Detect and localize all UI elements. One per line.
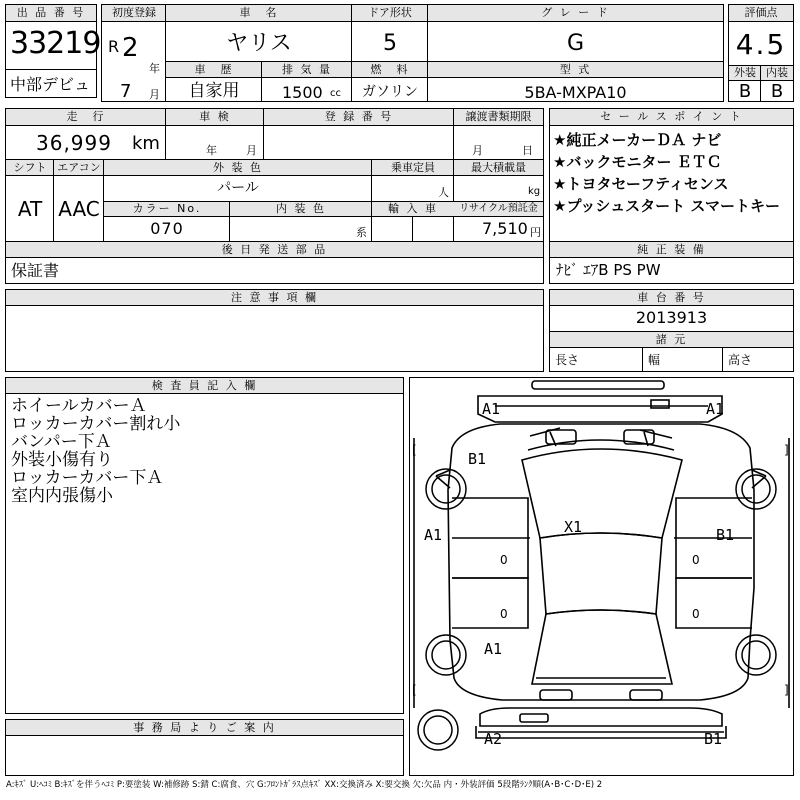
zero-marker-2: 0 <box>500 607 508 621</box>
inspector-header: 検 査 員 記 入 欄 <box>6 378 403 394</box>
inspection-header: 車 検 <box>166 109 264 126</box>
chassis-header: 車 台 番 号 <box>550 290 793 306</box>
registration-header: 登 録 番 号 <box>264 109 454 126</box>
doors: 5 <box>383 31 397 56</box>
model-code: 5BA-MXPA10 <box>524 83 627 102</box>
displacement-header: 排 気 量 <box>262 62 352 78</box>
car-name: ヤリス <box>226 31 292 56</box>
ac-header: エアコン <box>54 160 104 176</box>
score-box <box>728 4 794 102</box>
yen-unit: 円 <box>530 226 541 239</box>
history: 自家用 <box>188 81 240 101</box>
car-diagram <box>410 378 793 775</box>
chassis-number: 2013913 <box>635 308 708 327</box>
interior-score-header: 内装 <box>761 66 793 81</box>
zero-marker-1: 0 <box>500 553 508 567</box>
transfer-month-unit: 月 <box>472 144 483 157</box>
height-label: 高さ <box>728 353 753 367</box>
color-no-header: カラー No. <box>104 202 230 217</box>
later-parts-box <box>5 241 544 284</box>
zero-marker-4: 0 <box>692 607 700 621</box>
damage-mark-right-door: B1 <box>716 526 735 544</box>
shift-header: シフト <box>6 160 54 176</box>
inspector-box <box>5 377 404 714</box>
ac: AAC <box>58 197 100 221</box>
bracket-rear-right: ] <box>784 683 789 697</box>
damage-mark-front-fender-left: B1 <box>468 450 487 468</box>
history-header: 車 歴 <box>166 62 262 78</box>
model-code-header: 型 式 <box>428 62 723 78</box>
capacity-unit: 人 <box>438 186 449 199</box>
lot-number: 33219 <box>10 26 101 61</box>
dims-header: 諸 元 <box>550 332 793 348</box>
reg-month: 7 <box>120 81 132 102</box>
grade: G <box>566 31 585 56</box>
width-label: 幅 <box>648 353 661 367</box>
inspector-note-4: 外装小傷有り <box>11 450 113 470</box>
inspection-year-unit: 年 <box>206 144 217 157</box>
shift: AT <box>17 197 43 221</box>
later-parts: 保証書 <box>11 261 60 280</box>
exterior-color: パール <box>217 180 259 196</box>
inspector-note-5: ロッカーカバー下Ａ <box>11 468 164 488</box>
damage-mark-rear-bumper-left: A2 <box>484 730 503 748</box>
sales-point-1: ★純正メーカーＤＡ ナビ <box>553 131 722 149</box>
damage-mark-rear-bumper-right: B1 <box>704 730 723 748</box>
equipment: ﾅﾋﾞ ｴｱB PS PW <box>556 261 661 279</box>
score-header: 評価点 <box>729 5 793 22</box>
exterior-score-header: 外装 <box>729 66 761 81</box>
length-label: 長さ <box>555 353 580 367</box>
cc-unit: cc <box>330 88 341 99</box>
interior-series-unit: 系 <box>356 226 367 239</box>
km-unit: km <box>132 133 160 154</box>
recycle-amount: 7,510 <box>482 219 528 238</box>
chassis-box <box>549 289 794 372</box>
damage-mark-rear-fender-left: A1 <box>484 640 503 658</box>
first-reg-header: 初度登録 <box>102 5 166 22</box>
reg-year: 2 <box>122 33 139 63</box>
mileage-header: 走 行 <box>6 109 166 126</box>
max-load-header: 最大積載量 <box>454 160 543 176</box>
sales-point-4: ★プッシュスタート スマートキー <box>553 197 781 215</box>
year-unit: 年 <box>149 62 160 75</box>
bracket-front-right: ] <box>784 443 789 457</box>
damage-map-box <box>409 377 794 776</box>
bracket-front-left: [ <box>412 443 417 457</box>
sales-points-box <box>549 108 794 242</box>
month-unit: 月 <box>149 88 160 101</box>
mileage: 36,999 <box>36 131 112 155</box>
inspector-note-1: ホイールカバーＡ <box>11 396 147 416</box>
bracket-rear-left: [ <box>412 683 417 697</box>
caution-header: 注 意 事 項 欄 <box>6 290 543 306</box>
interior-color-header: 内 装 色 <box>230 202 372 217</box>
inspector-note-2: ロッカーカバー割れ小 <box>11 414 181 434</box>
fuel-header: 燃 料 <box>352 62 428 78</box>
legend-footer: A:ｷｽﾞ U:ﾍｺﾐ B:ｷｽﾞを伴うﾍｺﾐ P:要塗装 W:補修跡 S:錆 C:腐食、穴 G:ﾌﾛﾝﾄｶﾞﾗｽ点ｷｽﾞ XX:交換済み X:要交換 欠:欠品 内・外装評価 5段階ﾗﾝｸ順(A･B･C･D･E) 2 <box>6 780 603 790</box>
inspector-note-3: バンパー下Ａ <box>11 432 112 452</box>
transfer-day-unit: 日 <box>522 144 533 157</box>
transfer-header: 譲渡書類期限 <box>454 109 543 126</box>
inspection-month-unit: 月 <box>246 144 257 157</box>
exterior-color-header: 外 装 色 <box>104 160 372 176</box>
damage-mark-front-bumper-right: A1 <box>706 400 725 418</box>
overall-score: 4.5 <box>735 28 787 61</box>
office-header: 事 務 局 よ り ご 案 内 <box>6 720 403 736</box>
recycle-header: リサイクル預託金 <box>454 202 543 217</box>
fuel: ガソリン <box>362 84 418 100</box>
grade-header: グ レ ー ド <box>428 5 723 22</box>
office-box <box>5 719 404 776</box>
inspector-note-6: 室内内張傷小 <box>11 486 113 506</box>
later-parts-header: 後 日 発 送 部 品 <box>6 242 543 258</box>
max-load-unit: kg <box>528 186 541 197</box>
equipment-box <box>549 241 794 284</box>
import-header: 輸 入 車 <box>372 202 454 217</box>
door-header: ドア形状 <box>352 5 428 22</box>
capacity-header: 乗車定員 <box>372 160 454 176</box>
damage-mark-front-bumper-left: A1 <box>482 400 501 418</box>
car-name-header: 車 名 <box>166 5 352 22</box>
equipment-header: 純 正 装 備 <box>550 242 793 258</box>
debut-label: 中部デビュ <box>10 75 91 94</box>
era: R <box>108 37 120 56</box>
lot-number-header: 出 品 番 号 <box>6 5 96 22</box>
sales-points-header: セ ー ル ス ポ イ ン ト <box>550 109 793 126</box>
caution-box <box>5 289 544 372</box>
sales-point-2: ★バックモニター ＥＴＣ <box>553 153 722 171</box>
sales-point-3: ★トヨタセーフティセンス <box>553 175 729 193</box>
vehicle-main-box <box>101 4 724 102</box>
damage-mark-left-side: A1 <box>424 526 443 544</box>
lot-box <box>5 4 101 98</box>
displacement: 1500 <box>282 83 323 102</box>
zero-marker-3: 0 <box>692 553 700 567</box>
details-box <box>5 108 544 242</box>
damage-mark-roof: X1 <box>564 518 583 536</box>
exterior-score: B <box>738 81 752 102</box>
interior-score: B <box>770 81 784 102</box>
color-no: 070 <box>150 219 184 238</box>
